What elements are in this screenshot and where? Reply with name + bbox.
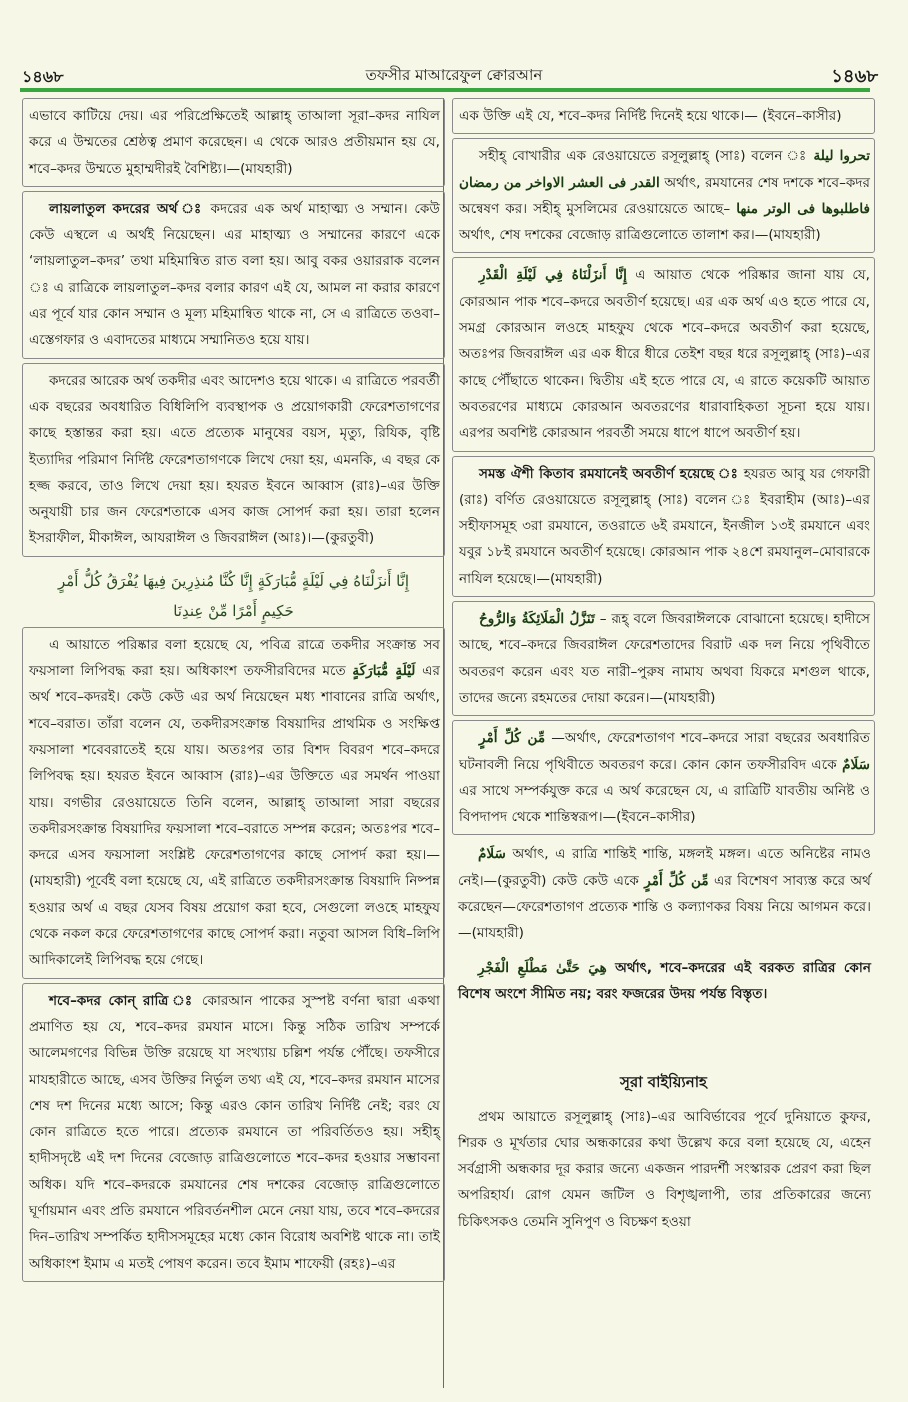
left-para-2 [22, 191, 445, 359]
right-para-2-a: সহীহ্ বোখারীর এক রেওয়ায়েতে রসূলুল্লাহ্ (সাঃ) বলেন ঃ [479, 148, 808, 165]
right-para-6 [452, 720, 875, 835]
right-para-5-arabic: تَنَزَّلُ الْمَلَائِكَةُ وَالرُّوحُ [479, 611, 595, 628]
left-para-4-b: এর অর্থ শবে–কদরই। কেউ কেউ এর অর্থ নিয়েছেন মধ্য শাবানের রাত্রি অর্থাৎ, শবে–বরাত। তাঁরা বলেন যে, তকদীরসংক্রান্ত বিষয়াদির প্রাথমিক ও সংক্ষিপ্ত ফয়সালা শবেবরাতেই হয়ে যায়। অতঃপর তার বিশদ বিবরণ শবে–কদরে লিপিবদ্ধ হয়। হযরত ইবনে আব্বাস (রাঃ)–এর উক্তিতে এর সমর্থন পাওয়া যায়। বগভীর রেওয়ায়েতে তিনি বলেন, আল্লাহ্ তাআলা সারা বছরের তকদীরসংক্রান্ত বিষয়াদির ফয়সালা শবে–বরাতে সম্পন্ন করেন; অতঃপর শবে–কদরে এসব ফয়সালা সংশ্লিষ্ট ফেরেশতাগণের কাছে সোপর্দ করা হয়।—(মাযহারী) পূর্বেই বলা হয়েছে যে, এই রাত্রিতে তকদীরসংক্রান্ত বিষয়াদি নিষ্পন্ন হওয়ার অর্থ এ বছর যেসব বিষয় প্রয়োগ করা হবে, সেগুলো লওহে মাহফুয থেকে নকল করে ফেরেশতাগণের কাছে সোপর্দ করা। নতুবা আসল বিধি–লিপি আদিকালেই লিপিবদ্ধ হয়ে গেছে। [29, 663, 440, 969]
right-para-6-b: এর সাথে সম্পর্কযুক্ত করে এ অর্থ করেছেন যে, এ রাত্রিটি যাবতীয় অনিষ্ট ও বিপদাপদ থেকে শান্তিস্বরূপ।—(ইবনে–কাসীর) [459, 782, 870, 826]
header-rule [20, 88, 870, 92]
right-para-5-text: বলে জিবরাঈলকে বোঝানো হয়েছে। হাদীসে আছে, শবে–কদরে জিবরাঈল ফেরেশতাদের বিরাট এক দল নিয়ে পৃথিবীতে অবতরণ করেন এবং যত নারী–পুরুষ নামায অথবা যিকরে মশগুল থাকে, তাদের জন্যে রহমতের দোয়া করেন।—(মাযহারী) [459, 611, 870, 706]
right-para-1: এক উক্তি এই যে, শবে–কদর নির্দিষ্ট দিনেই হয়ে থাকে।— (ইবনে–কাসীর) [452, 98, 875, 134]
left-para-2-text: কদরের এক অর্থ মাহাত্ম্য ও সম্মান। কেউ কেউ এস্থলে এ অর্থই নিয়েছেন। এর মাহাত্ম্য ও সম্মানের কারণে একে ‘লায়লাতুল–কদর’ তথা মহিমান্বিত রাত বলা হয়। আবু বকর ওয়াররাক বলেন ঃ এ রাত্রিকে লায়লাতুল–কদর বলার কারণ এই যে, আমল না করার কারণে এর পূর্বে যার কোন সম্মান ও মূল্য মহিমান্বিত থাকে না, সে এ রাত্রিতে তওবা–এস্তেগফার ও এবাদতের মাধ্যমে সম্মানিতও হয়ে যায়। [29, 200, 440, 349]
left-para-5 [22, 983, 445, 1282]
right-para-7-arabic: سَلَامٌ [478, 846, 506, 863]
right-para-2-b: অর্থাৎ, রমযানের শেষ দশকে শবে–কদর অন্বেষণ কর। সহীহ্ মুসলিমের রেওয়ায়েতে আছে– [459, 174, 870, 217]
right-para-9: প্রথম আয়াতে রসূলুল্লাহ্ (সাঃ)–এর আবির্ভাবের পূর্বে দুনিয়াতে কুফর, শিরক ও মূর্খতার ঘোর অন্ধকারের কথা উল্লেখ করে বলা হয়েছে যে, এহেন সর্বগ্রাসী অন্ধকার দূর করার জন্যে একজন পারদর্শী সংস্কারক প্রেরণ করা ছিল অপরিহার্য। রোগ যেমন জটিল ও বিশৃঙ্খলাপী, তার প্রতিকারের জন্যে চিকিৎসকও তেমনি সুনিপুণ ও বিচক্ষণ হওয়া [458, 1108, 871, 1230]
right-para-6-arabic-2: سَلَامٌ [842, 756, 870, 773]
right-para-7-a: অর্থাৎ, এ রাত্রি শান্তিই শান্তি, মঙ্গলই মঙ্গল। এতে অনিষ্টের নামও নেই।—(কুরতুবী) কেউ কেউ একে [458, 846, 871, 889]
left-para-4-a: এ আয়াতে পরিষ্কার বলা হয়েছে যে, পবিত্র রাত্রে তকদীর সংক্রান্ত সব ফয়সালা লিপিবদ্ধ করা হয়। অধিকাংশ তফসীরবিদের মতে [29, 636, 440, 680]
right-para-7-b: এর বিশেষণ সাব্যস্ত করে অর্থ করেছেন—ফেরেশতাগণ প্রত্যেক শান্তি ও কল্যাণকর বিষয় নিয়ে আগমন করে।—(মাযহারী) [458, 872, 871, 942]
right-column [452, 98, 875, 1241]
right-para-3-text: এ আয়াত থেকে পরিষ্কার জানা যায় যে, কোরআন পাক শবে–কদরে অবতীর্ণ হয়েছে। এর এক অর্থ এও হতে পারে যে, সমগ্র কোরআন লওহে মাহফুয থেকে শবে–কদরে অবতীর্ণ করা হয়েছে, অতঃপর জিবরাঈল এর এক ধীরে ধীরে তেইশ বছর ধরে রসূলুল্লাহ্ (সাঃ)–এর কাছে পৌঁছাতে থাকেন। দ্বিতীয় এই হতে পারে যে, এ রাতে কয়েকটি আয়াত অবতরণের মাধ্যমে কোরআন অবতরণের ধারাবাহিকতা সূচনা হয়ে যায়। এরপর অবশিষ্ট কোরআন পরবর্তী সময়ে ধাপে ধাপে অবতীর্ণ হয়। [459, 267, 870, 442]
left-para-3: কদরের আরেক অর্থ তকদীর এবং আদেশও হয়ে থাকে। এ রাত্রিতে পরবর্তী এক বছরের অবধারিত বিধিলিপি ব্যবস্থাপক ও প্রয়োগকারী ফেরেশতাগণের কাছে হস্তান্তর করা হয়। এতে প্রত্যেক মানুষের বয়স, মৃত্যু, রিযিক, বৃষ্টি ইত্যাদির পরিমাণ নির্দিষ্ট ফেরেশতাগণকে লিখে দেয়া হয়, এমনকি, এ বছর কে হজ্জ করবে, তাও লিখে দেয়া হয়। হযরত ইবনে আব্বাস (রাঃ)–এর উক্তি অনুযায়ী চার জন ফেরেশতাকে এসব কাজ সোপর্দ করা হয়। তারা হলেন ইসরাফীল, মীকাঈল, আযরাঈল ও জিবরাঈল (আঃ)।—(কুরতুবী) [22, 363, 445, 557]
heading-all-scriptures: সমস্ত ঐশী কিতাব রমযানেই অবতীর্ণ হয়েছে ঃ [479, 465, 739, 482]
right-para-2-arabic-1: تحروا ليلة القدر فى العشر الاواخر من رمضان [459, 148, 871, 191]
right-para-2-c: অর্থাৎ, শেষ দশকের বেজোড় রাত্রিগুলোতে তালাশ কর।—(মাযহারী) [459, 227, 821, 244]
right-para-4-text: হযরত আবু যর গেফারী (রাঃ) বর্ণিত রেওয়ায়েতে রসূলুল্লাহ্ (সাঃ) বলেন ঃ ইবরাহীম (আঃ)–এর সহীফাসমূহ ৩রা রমযানে, তওরাতে ৬ই রমযানে, ইনজীল ১৩ই রমযানে এবং যবুর ১৮ই রমযানে অবতীর্ণ হয়েছে। কোরআন পাক ২৪শে রমযানুল–মোবারকে নাযিল হয়েছে।—(মাযহারী) [459, 465, 871, 587]
left-column [22, 98, 445, 1286]
right-para-3 [452, 257, 875, 451]
right-para-4 [452, 456, 875, 597]
page-number-left: ১৪৬৮ [22, 67, 64, 86]
right-para-5 [452, 601, 875, 716]
page-header [0, 60, 908, 90]
left-para-4 [22, 627, 445, 979]
right-para-8 [452, 953, 875, 1010]
right-para-7-arabic-2: مِّن كُلِّ أَمْرٍ [644, 872, 709, 889]
right-para-5-a: – রূহ্ [599, 611, 629, 628]
heading-laylatul-qadr-meaning: লায়লাতুল কদরের অর্থ ঃ [49, 200, 204, 217]
page-number-right: ১৪৬৮ [831, 66, 878, 87]
running-title: তফসীর মাআরেফুল ক্বোরআন [365, 66, 543, 84]
right-para-8-text: অর্থাৎ, শবে–কদরের এই বরকত রাত্রির কোন বিশেষ অংশে সীমিত নয়; বরং ফজরের উদয় পর্যন্ত বিস্তৃত। [458, 959, 871, 1002]
right-para-2 [452, 138, 875, 253]
arabic-verse-1: إِنَّا أَنزَلْنَاهُ فِي لَيْلَةٍ مُّبَارَكَةٍ إِنَّا كُنَّا مُنذِرِينَ فِيهَا يُفْرَقُ كُلُّ أَمْرٍ [57, 571, 410, 590]
right-para-2-arabic-2: فاطلبوها فى الوتر منها [736, 200, 870, 217]
heading-which-night: শবে–কদর কোন্ রাত্রি ঃ [49, 992, 195, 1009]
right-para-3-arabic: إِنَّا أَنزَلْنَاهُ فِي لَيْلَةِ الْقَدْرِ [479, 267, 627, 284]
right-para-6-a: —অর্থাৎ, ফেরেশতাগণ শবে–কদরে সারা বছরের অবধারিত ঘটনাবলী নিয়ে পৃথিবীতে অবতরণ করে। কোন কোন তফসীরবিদ একে [459, 730, 870, 773]
left-para-1: এভাবে কাটিয়ে দেয়। এর পরিপ্রেক্ষিতেই আল্লাহ্ তাআলা সূরা–কদর নাযিল করে এ উম্মতের শ্রেষ্ঠত্ব প্রমাণ করেছেন। এ থেকে আরও প্রতীয়মান হয় যে, শবে–কদর উম্মতে মুহাম্মদীরই বৈশিষ্ট্য।—(মাযহারী) [22, 98, 445, 187]
right-para-6-arabic: مِّن كُلِّ أَمْرٍ [479, 730, 546, 747]
left-para-4-arabic: لَيْلَةٍ مُّبَارَكَةٍ [352, 663, 416, 680]
right-para-8-arabic: هِيَ حَتَّىٰ مَطْلَعِ الْفَجْرِ [478, 959, 607, 976]
surah-title: সূরা বাইয়্যিনাহ [620, 1073, 707, 1092]
left-para-5-text: কোরআন পাকের সুস্পষ্ট বর্ণনা দ্বারা একথা প্রমাণিত হয় যে, শবে–কদর রমযান মাসে। কিন্তু সঠিক তারিখ সম্পর্কে আলেমগণের বিভিন্ন উক্তি রয়েছে যা সংখ্যায় চল্লিশ পর্যন্ত পৌঁছে। তফসীরে মাযহারীতে আছে, এসব উক্তির নির্ভুল তথ্য এই যে, শবে–কদর রমযান মাসের শেষ দশ দিনের মধ্যে আসে; কিন্তু এরও কোন তারিখ নির্দিষ্ট নেই; বরং যে কোন রাত্রিতে হতে পারে। প্রত্যেক রমযানে তা পরিবর্তিতও হয়। সহীহ্ হাদীসদৃষ্টে এই দশ দিনের বেজোড় রাত্রিগুলোতে শবে–কদর হওয়ার সম্ভাবনা অধিক। যদি শবে–কদরকে রমযানের শেষ দশকের বেজোড় রাত্রিগুলোতে ঘূর্ণায়মান এবং প্রতি রমযানে পরিবর্তনশীল মেনে নেয়া যায়, তবে শবে–কদরের দিন–তারিখ সম্পর্কিত হাদীসসমূহের মধ্যে কোন বিরোধ অবশিষ্ট থাকে না। তাই অধিকাংশ ইমাম এ মতই পোষণ করেন। তবে ইমাম শাফেয়ী (রহঃ)–এর [29, 992, 440, 1272]
arabic-verse-2: حَكِيمٍ أَمْرًا مِّنْ عِندِنَا [173, 601, 294, 620]
right-para-7 [452, 839, 875, 948]
